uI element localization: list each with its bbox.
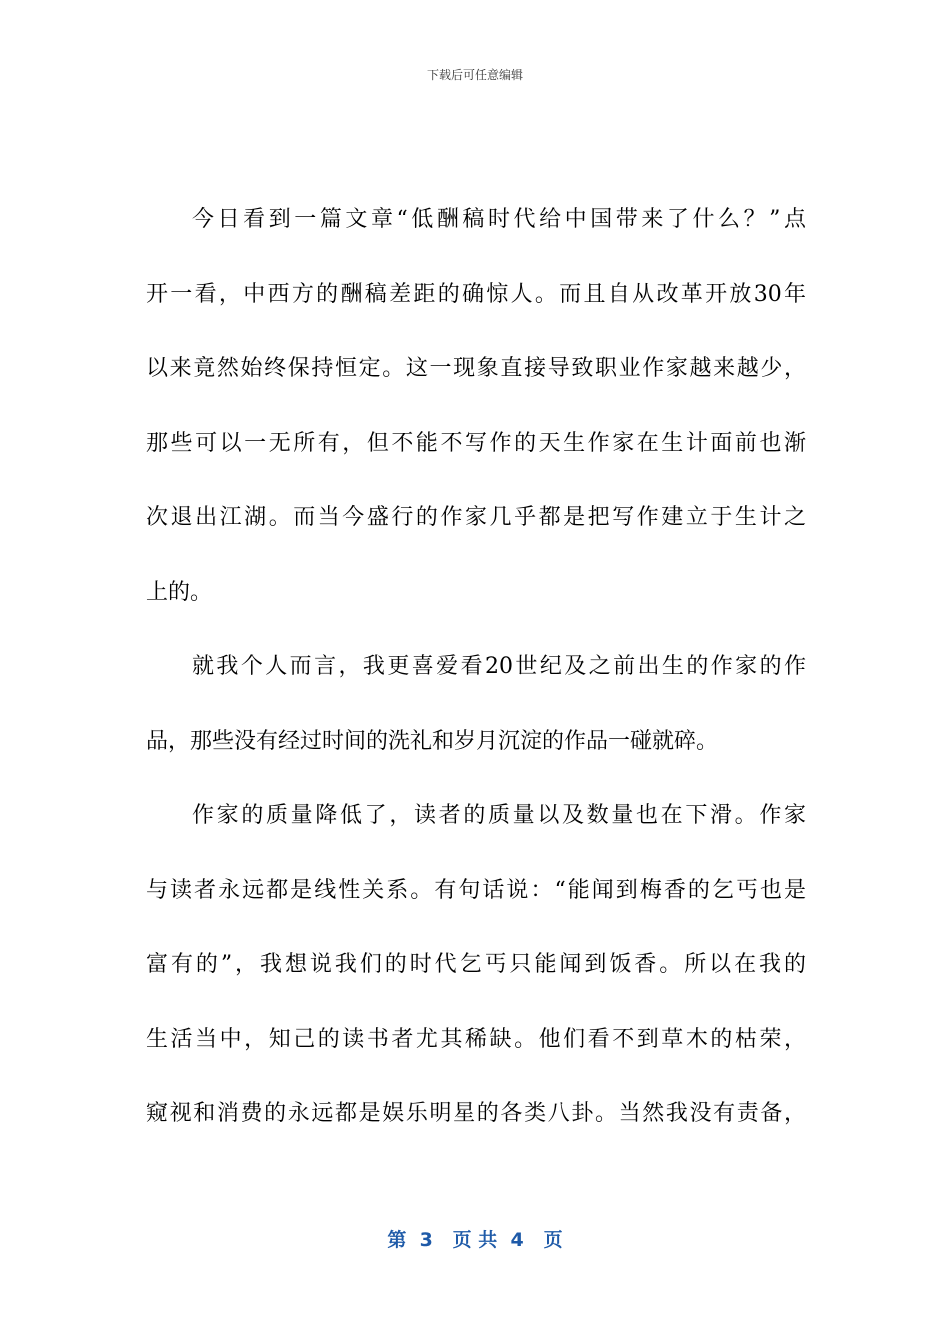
paragraph-1-line-6: 上的。 — [146, 579, 213, 605]
paragraph-3-line-3: 富有的”，我想说我们的时代乞丐只能闻到饭香。所以在我的 — [146, 952, 806, 977]
page-number-footer: 第 3 页 共 4 页 — [387, 1229, 563, 1251]
paragraph-1-line-1: 今日看到一篇文章“低酬稿时代给中国带来了什么？”点 — [192, 207, 806, 232]
paragraph-1-line-4: 那些可以一无所有，但不能不写作的天生作家在生计面前也渐 — [146, 430, 806, 456]
header-note: 下载后可任意编辑 — [426, 68, 523, 82]
paragraph-2-line-1: 就我个人而言，我更喜爱看20世纪及之前出生的作家的作 — [192, 654, 806, 679]
paragraph-3-line-4: 生活当中，知己的读书者尤其稀缺。他们看不到草木的枯荣， — [146, 1026, 806, 1052]
paragraph-3-line-2: 与读者永远都是线性关系。有句话说：“能闻到梅香的乞丐也是 — [146, 877, 806, 903]
paragraph-2-line-2: 品，那些没有经过时间的洗礼和岁月沉淀的作品一碰就碎。 — [146, 728, 719, 754]
paragraph-3-line-5: 窥视和消费的永远都是娱乐明星的各类八卦。当然我没有责备， — [146, 1101, 806, 1126]
document-body — [146, 198, 806, 1167]
paragraph-3-line-1: 作家的质量降低了，读者的质量以及数量也在下滑。作家 — [192, 803, 806, 828]
paragraph-1-line-3: 以来竟然始终保持恒定。这一现象直接导致职业作家越来越少， — [146, 356, 806, 381]
paragraph-1-line-2: 开一看，中西方的酬稿差距的确惊人。而且自从改革开放30年 — [146, 281, 806, 307]
paragraph-1-line-5: 次退出江湖。而当今盛行的作家几乎都是把写作建立于生计之 — [146, 505, 806, 530]
